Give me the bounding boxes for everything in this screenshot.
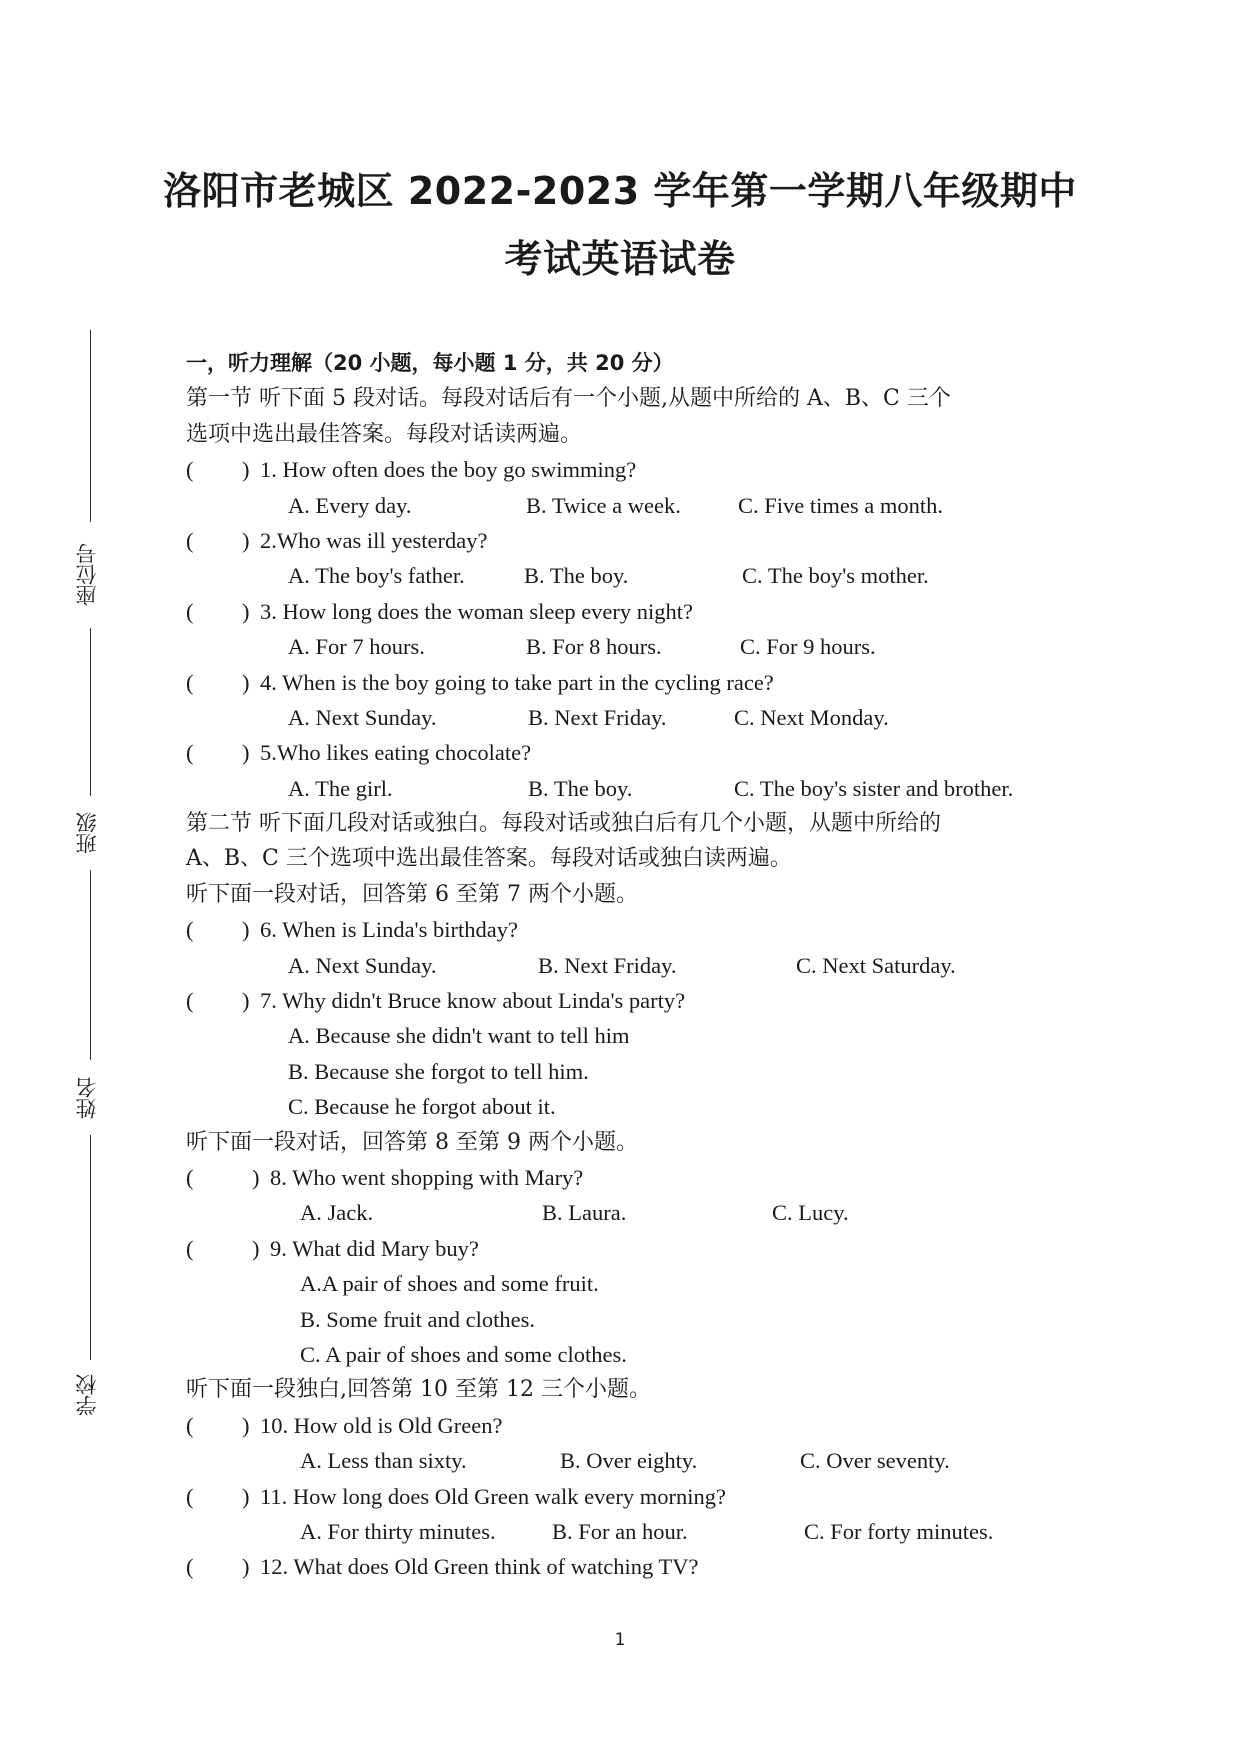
part-2-instruction-line-1: 第二节 听下面几段对话或独白。每段对话或独白后有几个小题，从题中所给的: [186, 811, 941, 837]
question-text: 9. What did Mary buy?: [270, 1235, 479, 1261]
school-label: 学校: [75, 1374, 99, 1416]
answer-blank-open: (: [186, 598, 194, 624]
page-number: 1: [614, 1630, 626, 1650]
answer-blank-open: (: [186, 1483, 194, 1509]
part-2-instruction-line-2: A、B、C 三个选项中选出最佳答案。每段对话或独白读两遍。: [186, 846, 792, 872]
group-1-instruction: 听下面一段对话，回答第 6 至第 7 两个小题。: [186, 881, 638, 907]
option-b: B. Over eighty.: [560, 1448, 698, 1474]
question-12: [186, 1549, 1066, 1584]
option-a: A.A pair of shoes and some fruit.: [300, 1271, 599, 1297]
answer-blank-open: (: [186, 1235, 194, 1261]
question-11-options: [186, 1514, 1066, 1549]
name-line: [90, 1135, 91, 1360]
question-5-options: [186, 771, 1066, 806]
question-10-options: [186, 1443, 1066, 1478]
option-c: C. Lucy.: [772, 1200, 849, 1226]
option-c: C. Next Saturday.: [796, 952, 956, 978]
group-3-instruction: 听下面一段独白,回答第 10 至第 12 三个小题。: [186, 1377, 651, 1403]
question-7-option-b-row: [186, 1054, 1066, 1089]
question-2: [186, 523, 1066, 558]
option-c: C. For 9 hours.: [740, 634, 876, 660]
part-1-instruction-line-2: 选项中选出最佳答案。每段对话读两遍。: [186, 421, 583, 447]
part-1-instruction-line-1: 第一节 听下面 5 段对话。每段对话后有一个小题,从题中所给的 A、B、C 三个: [186, 386, 951, 412]
option-c: C. For forty minutes.: [804, 1518, 994, 1544]
question-text: 12. What does Old Green think of watching TV?: [260, 1554, 699, 1580]
answer-blank-close: ): [242, 457, 250, 483]
name-label: 姓名: [75, 1077, 99, 1119]
answer-blank-close: ): [252, 1164, 260, 1190]
option-c: C. Five times a month.: [738, 492, 943, 518]
question-text: 5.Who likes eating chocolate?: [260, 740, 532, 766]
option-a: A. Next Sunday.: [288, 704, 437, 730]
group-2-instruction: 听下面一段对话，回答第 8 至第 9 两个小题。: [186, 1129, 638, 1155]
section-1-heading: 一，听力理解（20 小题，每小题 1 分，共 20 分）: [186, 351, 674, 375]
question-7: [186, 983, 1066, 1018]
class-line: [90, 870, 91, 1060]
question-10: [186, 1408, 1066, 1443]
question-8: [186, 1160, 1066, 1195]
option-c: C. The boy's sister and brother.: [734, 775, 1014, 801]
question-text: 6. When is Linda's birthday?: [260, 917, 518, 943]
answer-blank-open: (: [186, 1412, 194, 1438]
option-a: A. For 7 hours.: [288, 634, 425, 660]
option-a: A. For thirty minutes.: [300, 1518, 496, 1544]
seat-label: 座位号: [75, 543, 99, 607]
exam-title-line-2: 考试英语试卷: [504, 237, 736, 281]
answer-blank-close: ): [242, 598, 250, 624]
option-b: B. Next Friday.: [528, 704, 667, 730]
answer-blank-close: ): [242, 917, 250, 943]
question-6-options: [186, 948, 1066, 983]
option-a: A. Less than sixty.: [300, 1448, 467, 1474]
option-b: B. Twice a week.: [526, 492, 681, 518]
question-9-option-b-row: [186, 1302, 1066, 1337]
question-2-options: [186, 558, 1066, 593]
option-a: A. The girl.: [288, 775, 393, 801]
question-3-options: [186, 629, 1066, 664]
question-text: 4. When is the boy going to take part in the cycling race?: [260, 669, 774, 695]
option-a: A. Because she didn't want to tell him: [288, 1023, 630, 1049]
question-9: [186, 1231, 1066, 1266]
exam-title-line-1: 洛阳市老城区 2022-2023 学年第一学期八年级期中: [163, 169, 1077, 213]
option-b: B. For an hour.: [552, 1518, 688, 1544]
answer-blank-open: (: [186, 527, 194, 553]
seat-line-upper: [90, 330, 91, 522]
option-b: B. Some fruit and clothes.: [300, 1306, 535, 1332]
answer-blank-open: (: [186, 1164, 194, 1190]
answer-blank-open: (: [186, 457, 194, 483]
question-9-option-c-row: [186, 1337, 1066, 1372]
option-a: A. Jack.: [300, 1200, 374, 1226]
answer-blank-close: ): [242, 740, 250, 766]
answer-blank-close: ): [252, 1235, 260, 1261]
question-4-options: [186, 700, 1066, 735]
class-label: 班级: [75, 812, 99, 854]
question-4: [186, 665, 1066, 700]
option-a: A. The boy's father.: [288, 563, 465, 589]
option-b: B. Because she forgot to tell him.: [288, 1058, 589, 1084]
question-text: 10. How old is Old Green?: [260, 1412, 503, 1438]
question-text: 1. How often does the boy go swimming?: [260, 457, 637, 483]
question-text: 11. How long does Old Green walk every morning?: [260, 1483, 726, 1509]
answer-blank-close: ): [242, 988, 250, 1014]
question-text: 8. Who went shopping with Mary?: [270, 1164, 584, 1190]
answer-blank-close: ): [242, 527, 250, 553]
option-a: A. Every day.: [288, 492, 412, 518]
answer-blank-close: ): [242, 1412, 250, 1438]
question-text: 3. How long does the woman sleep every night?: [260, 598, 694, 624]
option-b: B. Next Friday.: [538, 952, 677, 978]
question-3: [186, 594, 1066, 629]
question-7-option-c-row: [186, 1089, 1066, 1124]
option-b: B. For 8 hours.: [526, 634, 662, 660]
question-1: [186, 452, 1066, 487]
question-7-option-a-row: [186, 1018, 1066, 1053]
question-11: [186, 1479, 1066, 1514]
question-6: [186, 912, 1066, 947]
question-8-options: [186, 1195, 1066, 1230]
option-c: C. Over seventy.: [800, 1448, 950, 1474]
option-c: C. A pair of shoes and some clothes.: [300, 1341, 627, 1367]
answer-blank-open: (: [186, 669, 194, 695]
question-9-option-a-row: [186, 1266, 1066, 1301]
exam-content: [186, 346, 1066, 1585]
answer-blank-open: (: [186, 988, 194, 1014]
seat-line-lower: [90, 628, 91, 796]
question-text: 2.Who was ill yesterday?: [260, 527, 488, 553]
option-a: A. Next Sunday.: [288, 952, 437, 978]
question-5: [186, 735, 1066, 770]
question-1-options: [186, 488, 1066, 523]
option-b: B. Laura.: [542, 1200, 627, 1226]
option-b: B. The boy.: [524, 563, 629, 589]
answer-blank-open: (: [186, 917, 194, 943]
option-c: C. The boy's mother.: [742, 563, 929, 589]
answer-blank-close: ): [242, 1554, 250, 1580]
answer-blank-close: ): [242, 1483, 250, 1509]
option-b: B. The boy.: [528, 775, 633, 801]
option-c: C. Because he forgot about it.: [288, 1094, 556, 1120]
answer-blank-open: (: [186, 740, 194, 766]
option-c: C. Next Monday.: [734, 704, 889, 730]
answer-blank-open: (: [186, 1554, 194, 1580]
answer-blank-close: ): [242, 669, 250, 695]
question-text: 7. Why didn't Bruce know about Linda's party?: [260, 988, 686, 1014]
